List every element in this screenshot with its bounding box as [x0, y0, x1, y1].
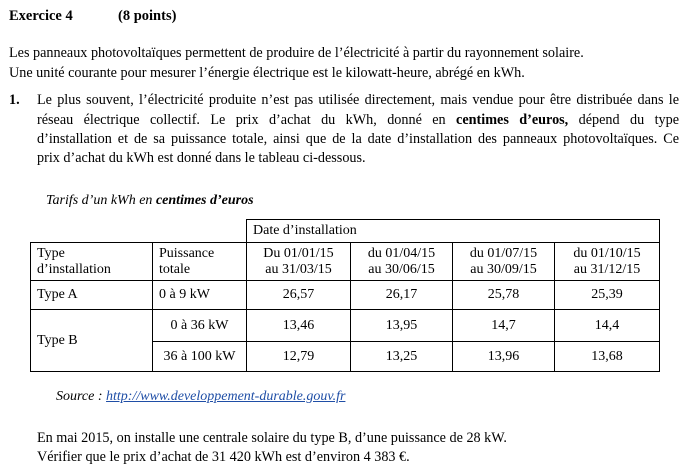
question-line-2-end: dépend du type — [568, 112, 679, 128]
caption-text: Tarifs d’un kWh en — [46, 193, 156, 208]
type-b-cell: Type B — [31, 310, 153, 372]
period-line-2: au 31/03/15 — [265, 261, 332, 277]
period-line-1: du 01/07/15 — [469, 245, 538, 261]
period-line-1: Du 01/01/15 — [263, 245, 334, 261]
task-line-1: En mai 2015, on installe une centrale solaire du type B, d’une puissance de 28 kW. — [37, 430, 507, 446]
price-cell: 13,46 — [247, 310, 351, 342]
table-row — [31, 281, 660, 310]
power-header-cell — [153, 243, 247, 281]
price-cell: 13,96 — [453, 342, 555, 372]
question-line-2-start: réseau électrique collectif. Le prix d’achat du kWh, donné en — [37, 112, 457, 128]
period-header-cell — [453, 243, 555, 281]
period-line-1: du 01/04/15 — [367, 245, 436, 261]
price-cell: 14,4 — [555, 310, 660, 342]
type-header-line-2: d’installation — [37, 261, 111, 277]
question-line-2 — [37, 112, 679, 129]
table-row — [31, 243, 660, 281]
source-line — [56, 389, 345, 405]
exercise-number: Exercice 4 — [9, 8, 73, 24]
price-cell: 25,39 — [555, 281, 660, 310]
question-line-1: Le plus souvent, l’électricité produite n’est pas utilisée directement, mais vendue pour être distribuée dans le — [37, 92, 679, 108]
question-line-3: d’installation et de sa puissance totale, ainsi que de la date d’installation des panneaux photovoltaïques. Ce — [37, 131, 679, 147]
question-line-4: prix d’achat du kWh est donné dans le tableau ci-dessous. — [37, 150, 366, 166]
table-corner — [31, 220, 247, 243]
source-link[interactable]: http://www.developpement-durable.gouv.fr — [106, 389, 346, 404]
price-cell: 13,25 — [351, 342, 453, 372]
power-header-line-1: Puissance — [159, 245, 215, 261]
task-line-2: Vérifier que le prix d’achat de 31 420 kWh est d’environ 4 383 €. — [37, 449, 410, 465]
period-header-cell — [351, 243, 453, 281]
caption-unit: centimes d’euros — [155, 193, 254, 208]
table-row — [31, 310, 660, 342]
question-number: 1. — [9, 92, 20, 108]
exercise-points: (8 points) — [118, 8, 177, 24]
source-label: Source : — [56, 389, 107, 404]
currency-unit-bold: centimes d’euros, — [456, 112, 569, 128]
date-header-cell: Date d’installation — [247, 220, 660, 243]
price-cell: 26,17 — [351, 281, 453, 310]
table-row — [31, 220, 660, 243]
period-line-2: au 30/09/15 — [470, 261, 537, 277]
intro-line-1: Les panneaux photovoltaïques permettent de produire de l’électricité à partir du rayonnement solaire. — [9, 45, 584, 61]
intro-line-2: Une unité courante pour mesurer l’énergie électrique est le kilowatt-heure, abrégé en kWh. — [9, 65, 525, 81]
power-header-line-2: totale — [159, 261, 191, 277]
power-cell: 0 à 9 kW — [153, 281, 247, 310]
price-cell: 13,68 — [555, 342, 660, 372]
price-cell: 25,78 — [453, 281, 555, 310]
period-header-cell — [247, 243, 351, 281]
power-cell: 36 à 100 kW — [153, 342, 247, 372]
type-a-cell: Type A — [31, 281, 153, 310]
price-cell: 12,79 — [247, 342, 351, 372]
period-line-1: du 01/10/15 — [573, 245, 641, 261]
price-cell: 13,95 — [351, 310, 453, 342]
type-header-cell — [31, 243, 153, 281]
type-header-line-1: Type — [37, 245, 65, 261]
table-caption — [46, 193, 254, 209]
period-line-2: au 30/06/15 — [368, 261, 435, 277]
exercise-title — [9, 8, 176, 25]
period-line-2: au 31/12/15 — [573, 261, 641, 277]
price-cell: 14,7 — [453, 310, 555, 342]
power-cell: 0 à 36 kW — [153, 310, 247, 342]
period-header-cell — [555, 243, 660, 281]
tarifs-table — [30, 219, 660, 372]
price-cell: 26,57 — [247, 281, 351, 310]
